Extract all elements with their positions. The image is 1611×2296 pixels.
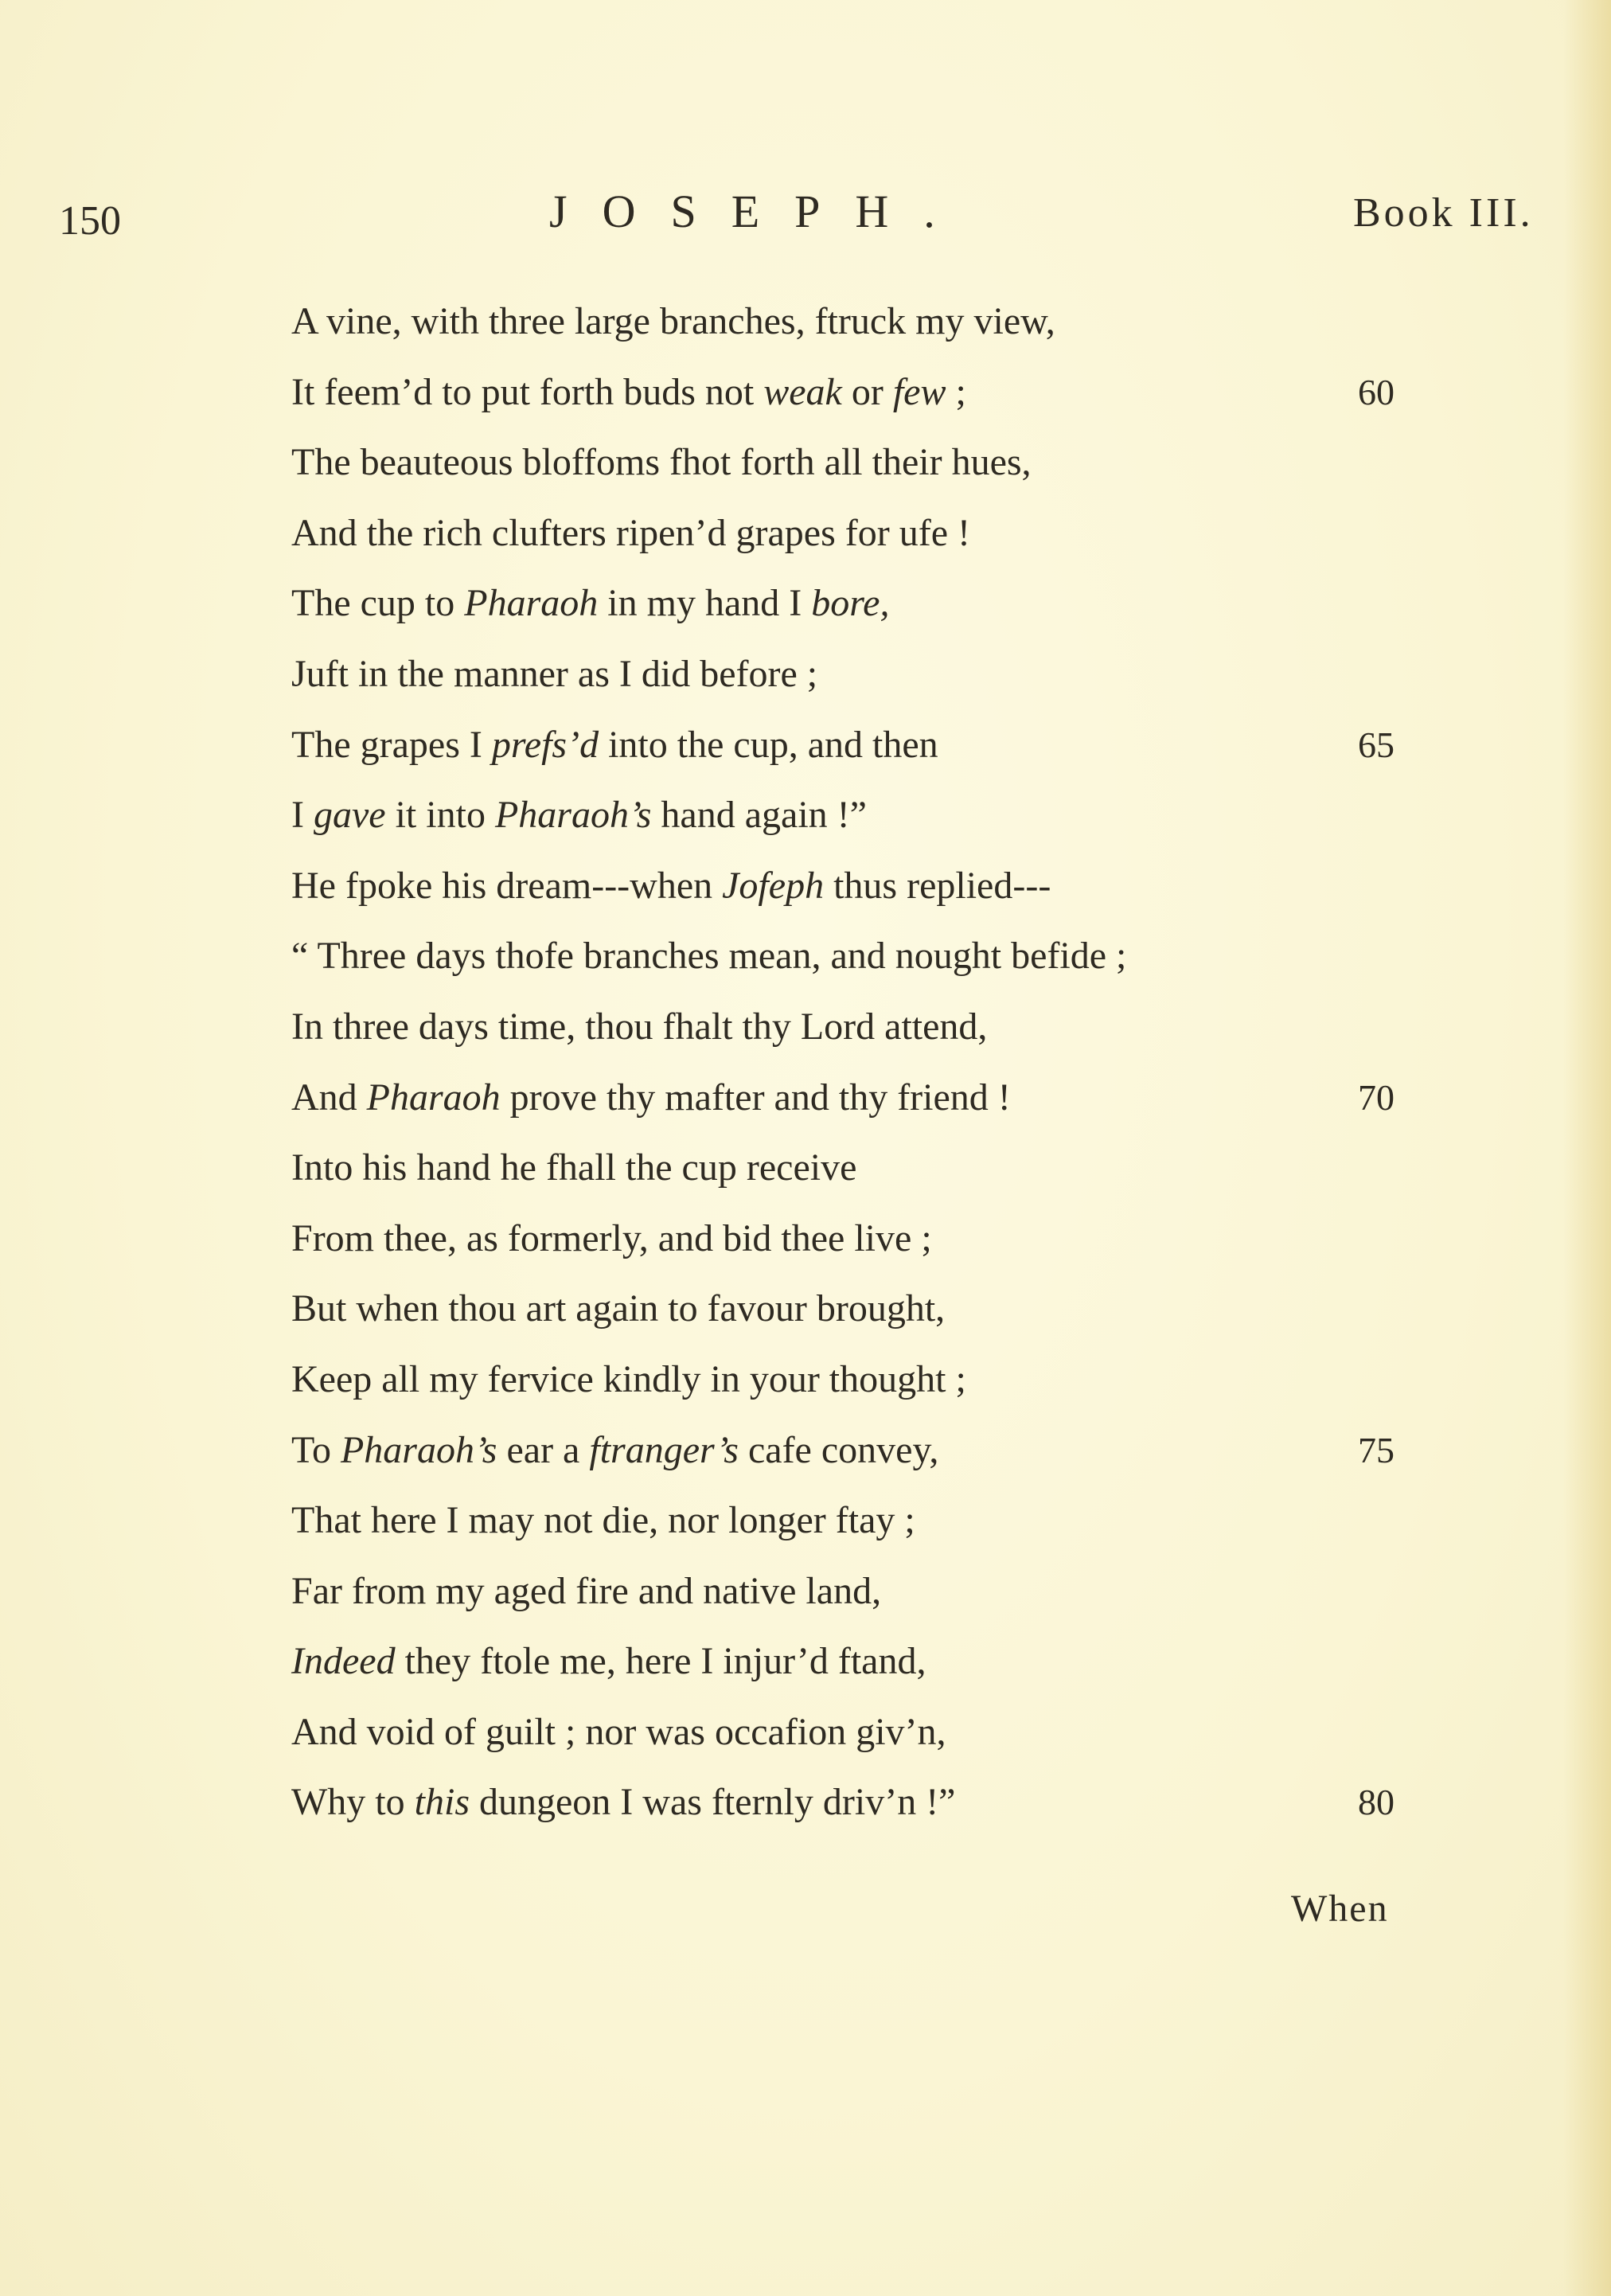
poem-line (291, 1697, 1437, 1768)
line-text: prove thy mafter and thy friend ! (500, 1076, 1011, 1119)
line-text: in my hand I (598, 582, 812, 625)
page-number: 150 (59, 198, 121, 244)
line-text: “ Three days thofe branches mean, and nought befide ; (291, 935, 1127, 978)
poem-line (291, 780, 1437, 851)
poem-line (291, 357, 1437, 428)
page-header (0, 182, 1611, 245)
poem-line (291, 1345, 1437, 1415)
italic-text: Jofeph (722, 864, 825, 907)
italic-text: bore, (811, 582, 890, 625)
poem-line (291, 568, 1437, 639)
italic-text: gave (313, 794, 386, 837)
line-text: To (291, 1428, 341, 1471)
italic-text: few (892, 370, 946, 413)
italic-text: Pharaoh (464, 582, 599, 625)
poem-line (291, 1133, 1437, 1204)
line-text: It feem’d to put forth buds not (291, 370, 764, 413)
poem-line (291, 287, 1437, 357)
line-text: In three days time, thou fhalt thy Lord attend, (291, 1005, 988, 1048)
line-number: 80 (1358, 1782, 1395, 1823)
line-text: The cup to (291, 582, 465, 625)
line-text: ; (946, 370, 966, 413)
running-title: JOSEPH. (549, 185, 970, 237)
line-text: thus replied--- (824, 864, 1051, 907)
line-text: Keep all my fervice kindly in your thought ; (291, 1357, 966, 1400)
line-text: I (291, 794, 314, 837)
poem-line (291, 1063, 1437, 1134)
line-text: or (841, 370, 893, 413)
poem-line (291, 1415, 1437, 1486)
poem-line (291, 428, 1437, 498)
line-number: 65 (1358, 724, 1395, 765)
line-text: Juft in the manner as I did before ; (291, 652, 818, 695)
line-text: Far from my aged fire and native land, (291, 1569, 882, 1612)
line-text: He fpoke his dream---when (291, 864, 723, 907)
book-label: Book III. (1353, 190, 1534, 236)
italic-text: Pharaoh’s (340, 1428, 497, 1471)
line-text: into the cup, and then (599, 723, 938, 766)
line-text: ear a (497, 1428, 590, 1471)
poem-line (291, 1486, 1437, 1556)
line-text: cafe convey, (738, 1428, 939, 1471)
italic-text: weak (763, 370, 842, 413)
line-number: 70 (1358, 1076, 1395, 1118)
poem-line (291, 639, 1437, 710)
line-text: And (291, 1076, 367, 1119)
page-edge-shadow (1563, 0, 1611, 2296)
line-text: And void of guilt ; nor was occafion giv’n, (291, 1710, 946, 1753)
italic-text: Indeed (291, 1640, 396, 1683)
line-text: it into (385, 794, 495, 837)
line-text: hand again !” (651, 794, 867, 837)
poem-line (291, 498, 1437, 569)
italic-text: this (414, 1781, 470, 1824)
poem-line (291, 1626, 1437, 1697)
poem-line (291, 1767, 1437, 1838)
line-text: The grapes I (291, 723, 492, 766)
line-text: A vine, with three large branches, ftruck my view, (291, 300, 1055, 342)
italic-text: Pharaoh’s (494, 794, 652, 837)
line-text: And the rich clufters ripen’d grapes for ufe ! (291, 511, 970, 554)
poem-line (291, 921, 1437, 992)
line-text: But when thou art again to favour brought, (291, 1287, 946, 1330)
line-text: they ftole me, here I injur’d ftand, (395, 1640, 926, 1683)
line-number: 75 (1358, 1429, 1395, 1470)
poem-line (291, 1274, 1437, 1345)
poem-line (291, 1204, 1437, 1275)
line-text: Into his hand he fhall the cup receive (291, 1146, 857, 1189)
italic-text: Pharaoh (366, 1076, 501, 1119)
poem-line (291, 851, 1437, 922)
line-text: dungeon I was fternly driv’n !” (470, 1781, 956, 1824)
poem-text (291, 287, 1437, 1838)
line-text: From thee, as formerly, and bid thee live ; (291, 1216, 932, 1259)
poem-line (291, 992, 1437, 1063)
poem-line (291, 1556, 1437, 1627)
catchword: When (1291, 1888, 1389, 1930)
italic-text: ftranger’s (589, 1428, 739, 1471)
line-text: Why to (291, 1781, 415, 1824)
italic-text: prefs’d (491, 723, 599, 766)
line-number: 60 (1358, 371, 1395, 412)
line-text: The beauteous bloffoms fhot forth all their hues, (291, 441, 1032, 484)
poem-line (291, 710, 1437, 781)
line-text: That here I may not die, nor longer ftay ; (291, 1499, 915, 1542)
